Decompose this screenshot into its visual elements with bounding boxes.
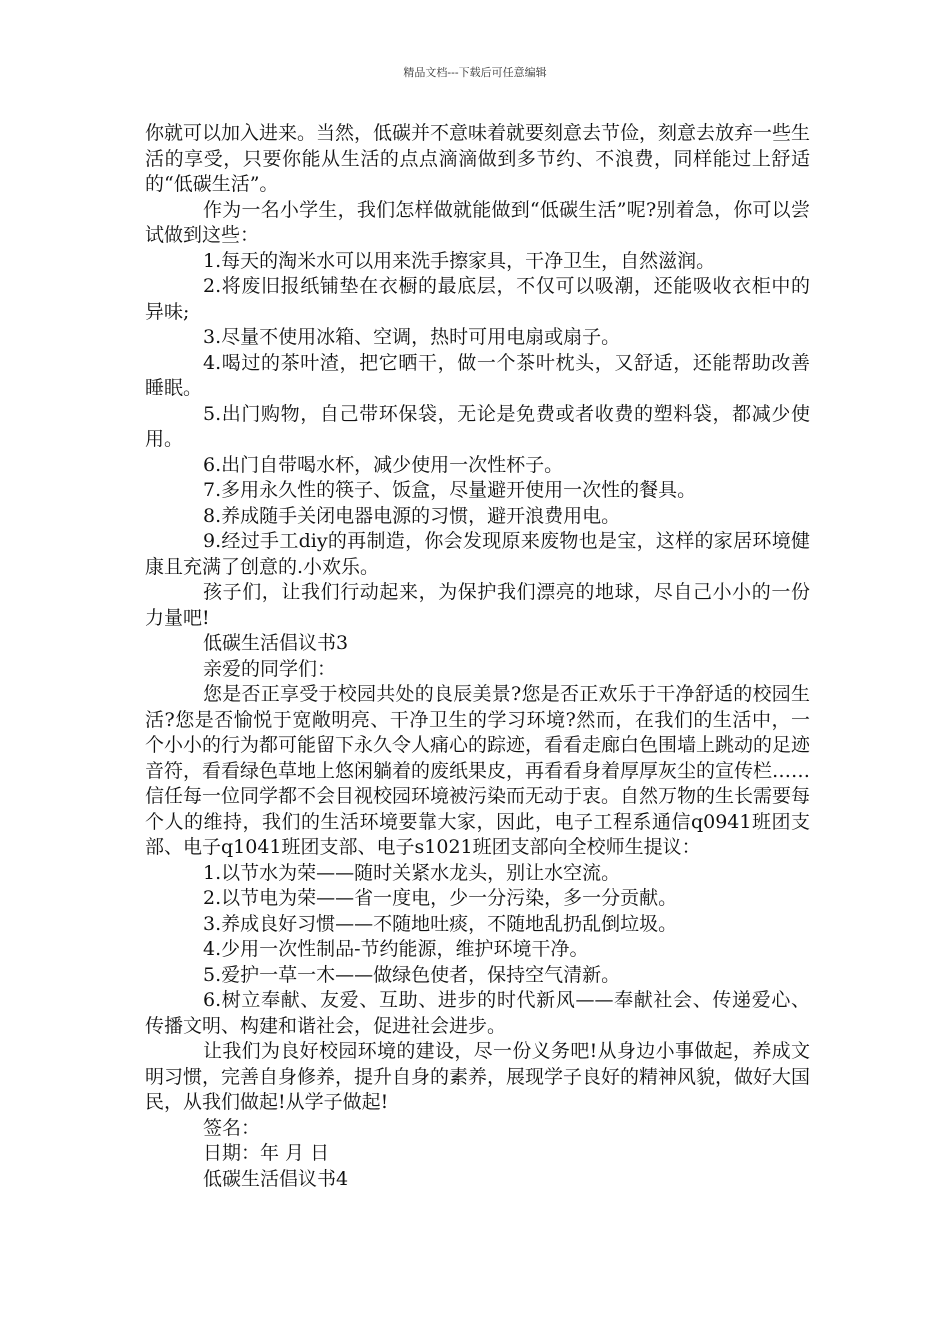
list-item: 5.出门购物，自己带环保袋，无论是免费或者收费的塑料袋，都减少使用。: [145, 402, 810, 450]
date-line: 日期：年 月 日: [203, 1142, 330, 1164]
page-header: 精品文档---下载后可任意编辑: [403, 66, 547, 79]
salutation: 亲爱的同学们：: [203, 657, 337, 680]
section-title: 低碳生活倡议书4: [203, 1167, 349, 1190]
list-item: 8.养成随手关闭电器电源的习惯，避开浪费用电。: [203, 504, 621, 527]
list-item: 9.经过手工diy的再制造，你会发现原来废物也是宝，这样的家居环境健康且充满了创意的.小欢乐。: [145, 530, 810, 578]
document-body: [145, 121, 810, 1192]
list-item: 6.出门自带喝水杯，减少使用一次性杯子。: [203, 453, 564, 476]
signature-line: 签名：: [203, 1116, 261, 1139]
list-item: 6.树立奉献、友爱、互助、进步的时代新风——奉献社会、传递爱心、传播文明、构建和谐社会，促进社会进步。: [145, 989, 810, 1037]
list-item: 2.以节电为荣——省一度电，少一分污染，多一分贡献。: [203, 887, 678, 909]
list-item: 1.以节水为荣——随时关紧水龙头，别让水空流。: [203, 861, 621, 884]
list-item: 3.养成良好习惯——不随地吐痰，不随地乱扔乱倒垃圾。: [203, 912, 678, 935]
list-item: 2.将废旧报纸铺垫在衣橱的最底层，不仅可以吸潮，还能吸收衣柜中的异味;: [145, 275, 810, 323]
section-title: 低碳生活倡议书3: [203, 632, 349, 654]
paragraph: 您是否正享受于校园共处的良辰美景?您是否正欢乐于干净舒适的校园生活?您是否愉悦于宽敞明亮、干净卫生的学习环境?然而，在我们的生活中，一个小小的行为都可能留下永久令人痛心的踪迹，看看走廊白色围墙上跳动的足迹音符，看看绿色草地上悠闲躺着的废纸果皮，再看看身着厚厚灰尘的宣传栏……信任每一位同学都不会目视校园环境被污染而无动于衷。自然万物的生长需要每个人的维持，我们的生活环境要靠大家，因此，电子工程系通信q0941班团支部、电子q1041班团支部、电子s1021班团支部向全校师生提议：: [145, 683, 811, 858]
paragraph: 让我们为良好校园环境的建设，尽一份义务吧!从身边小事做起，养成文明习惯，完善自身修养，提升自身的素养，展现学子良好的精神风貌，做好大国民，从我们做起!从学子做起!: [145, 1040, 811, 1113]
paragraph: 作为一名小学生，我们怎样做就能做到“低碳生活”呢?别着急，你可以尝试做到这些：: [145, 198, 810, 246]
list-item: 7.多用永久性的筷子、饭盒，尽量避开使用一次性的餐具。: [203, 479, 697, 501]
list-item: 1.每天的淘米水可以用来洗手擦家具，干净卫生，自然滋润。: [203, 249, 716, 272]
list-item: 3.尽量不使用冰箱、空调，热时可用电扇或扇子。: [203, 326, 621, 348]
paragraph: 孩子们，让我们行动起来，为保护我们漂亮的地球，尽自己小小的一份力量吧!: [145, 581, 810, 629]
list-item: 4.少用一次性制品-节约能源，维护环境干净。: [203, 938, 589, 960]
list-item: 5.爱护一草一木——做绿色使者，保持空气清新。: [203, 963, 621, 986]
paragraph: 你就可以加入进来。当然，低碳并不意味着就要刻意去节俭，刻意去放弃一些生活的享受，只要你能从生活的点点滴滴做到多节约、不浪费，同样能过上舒适的“低碳生活”。: [145, 122, 811, 195]
list-item: 4.喝过的茶叶渣，把它晒干，做一个茶叶枕头，又舒适，还能帮助改善睡眠。: [145, 351, 810, 399]
